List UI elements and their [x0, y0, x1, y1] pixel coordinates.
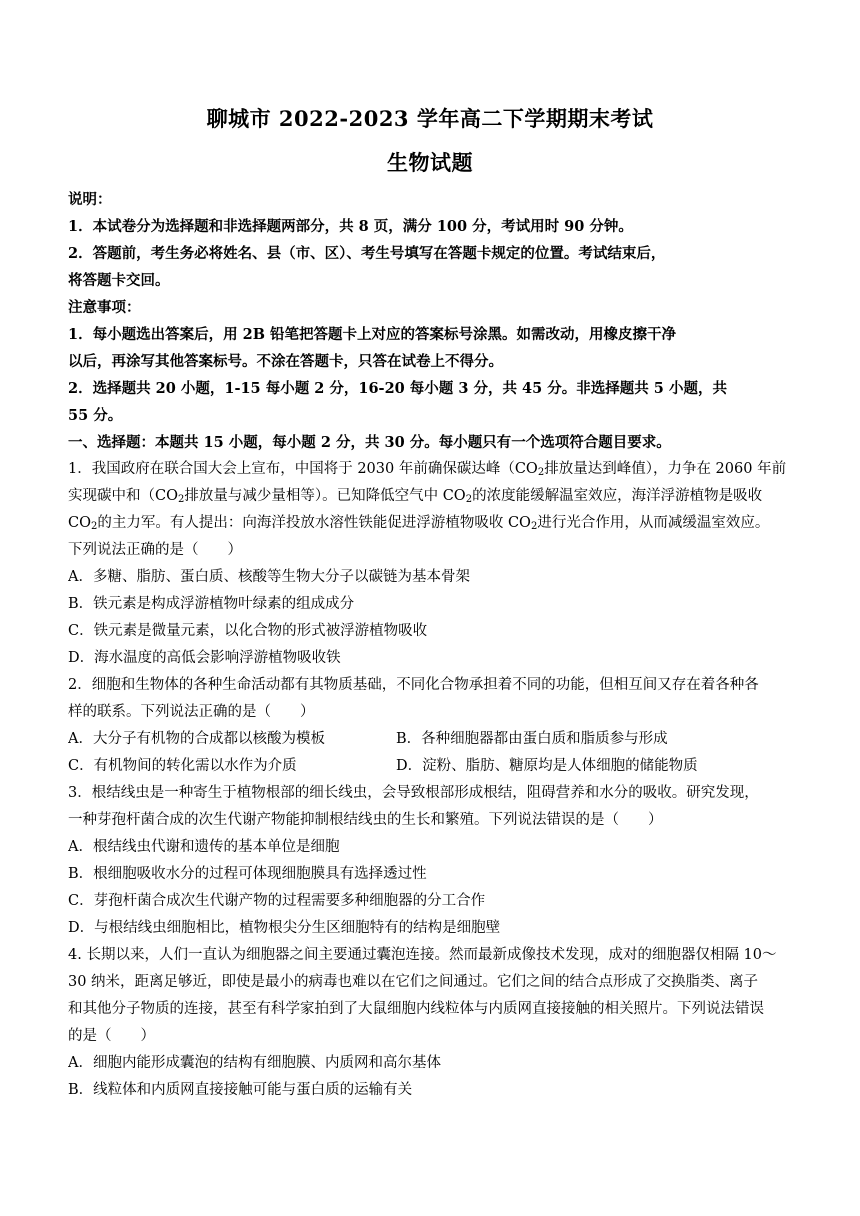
notes-heading: 注意事项：: [68, 299, 141, 316]
note-item-2-line-1: 2．选择题共 20 小题，1-15 每小题 2 分，16-20 每小题 3 分，共 45 分。非选择题共 5 小题，共: [68, 380, 727, 397]
question-4-stem-line-4: 的是（ ）: [68, 1028, 155, 1044]
note-item-1-line-1: 1．每小题选出答案后，用 2B 铅笔把答题卡上对应的答案标号涂黑。如需改动，用橡皮擦干净: [68, 326, 677, 343]
note-item-1-line-2: 以后，再涂写其他答案标号。不涂在答题卡，只答在试卷上不得分。: [68, 353, 503, 370]
question-1-stem-line-4: 下列说法正确的是（ ）: [68, 542, 242, 558]
instruction-item-2-line-2: 将答题卡交回。: [68, 272, 170, 289]
question-4-stem-line-3: 和其他分子物质的连接，甚至有科学家拍到了大鼠细胞内线粒体与内质网直接接触的相关照片。下列说法错误: [68, 1001, 764, 1017]
question-3-stem-line-1: 3．根结线虫是一种寄生于植物根部的细长线虫，会导致根部形成根结，阻碍营养和水分的吸收。研究发现，: [68, 785, 759, 801]
question-4-option-a: A．细胞内能形成囊泡的结构有细胞膜、内质网和高尔基体: [68, 1055, 441, 1071]
instruction-item-2-line-1: 2．答题前，考生务必将姓名、县（市、区）、考生号填写在答题卡规定的位置。考试结束后，: [68, 245, 666, 262]
question-3-option-a: A．根结线虫代谢和遗传的基本单位是细胞: [68, 839, 340, 855]
instructions-heading: 说明：: [68, 191, 112, 208]
section-1-heading: 一、选择题：本题共 15 小题，每小题 2 分，共 30 分。每小题只有一个选项符合题目要求。: [68, 434, 671, 451]
instruction-item-1: 1．本试卷分为选择题和非选择题两部分，共 8 页，满分 100 分，考试用时 90 分钟。: [68, 218, 633, 235]
question-2-option-c: C．有机物间的转化需以水作为介质: [68, 758, 297, 774]
exam-subtitle: 生物试题: [387, 150, 473, 175]
question-1-option-c: C．铁元素是微量元素，以化合物的形式被浮游植物吸收: [68, 623, 428, 639]
question-3-stem-line-2: 一种芽孢杆菌合成的次生代谢产物能抑制根结线虫的生长和繁殖。下列说法错误的是（ ）: [68, 812, 663, 828]
question-2-option-b: B．各种细胞器都由蛋白质和脂质参与形成: [396, 731, 668, 747]
question-1-option-a: A．多糖、脂肪、蛋白质、核酸等生物大分子以碳链为基本骨架: [68, 569, 470, 585]
note-item-2-line-2: 55 分。: [68, 407, 123, 424]
question-2-options-row-2: [68, 753, 794, 780]
question-4-option-b: B．线粒体和内质网直接接触可能与蛋白质的运输有关: [68, 1082, 413, 1098]
question-2-option-d: D．淀粉、脂肪、糖原均是人体细胞的储能物质: [396, 758, 698, 774]
question-3-option-d: D．与根结线虫细胞相比，植物根尖分生区细胞特有的结构是细胞壁: [68, 920, 501, 936]
question-2-stem-line-2: 样的联系。下列说法正确的是（ ）: [68, 704, 315, 720]
question-1-stem-line-1: 1．我国政府在联合国大会上宣布，中国将于 2030 年前确保碳达峰（$CO_2$排放量达到峰值），力争在 2060 年前: [68, 461, 787, 478]
question-1-stem-line-2: 实现碳中和（$CO_2$排放量与减少量相等）。已知降低空气中 $CO_2$的浓度能缓解温室效应，海洋浮游植物是吸收: [68, 488, 763, 505]
question-2-stem-line-1: 2．细胞和生物体的各种生命活动都有其物质基础，不同化合物承担着不同的功能，但相互间又存在着各种各: [68, 677, 759, 693]
question-2-options-row-1: [68, 726, 794, 753]
question-1-option-b: B．铁元素是构成浮游植物叶绿素的组成成分: [68, 596, 355, 612]
question-4-stem-line-1: 4. 长期以来，人们一直认为细胞器之间主要通过囊泡连接。然而最新成像技术发现，成对的细胞器仅相隔 10～: [68, 947, 777, 963]
exam-title: 聊城市 2022-2023 学年高二下学期期末考试: [206, 106, 654, 131]
exam-body: [68, 186, 794, 1104]
question-4-stem-line-2: 30 纳米，距离足够近，即使是最小的病毒也难以在它们之间通过。它们之间的结合点形成了交换脂类、离子: [68, 974, 759, 990]
question-3-option-b: B．根细胞吸收水分的过程可体现细胞膜具有选择透过性: [68, 866, 427, 882]
question-2-option-a: A．大分子有机物的合成都以核酸为模板: [68, 731, 325, 747]
question-3-option-c: C．芽孢杆菌合成次生代谢产物的过程需要多种细胞器的分工合作: [68, 893, 486, 909]
question-1-stem-line-3: $CO_2$的主力军。有人提出：向海洋投放水溶性铁能促进浮游植物吸收 $CO_2$进行光合作用，从而减缓温室效应。: [68, 515, 770, 532]
question-1-option-d: D．海水温度的高低会影响浮游植物吸收铁: [68, 650, 341, 666]
